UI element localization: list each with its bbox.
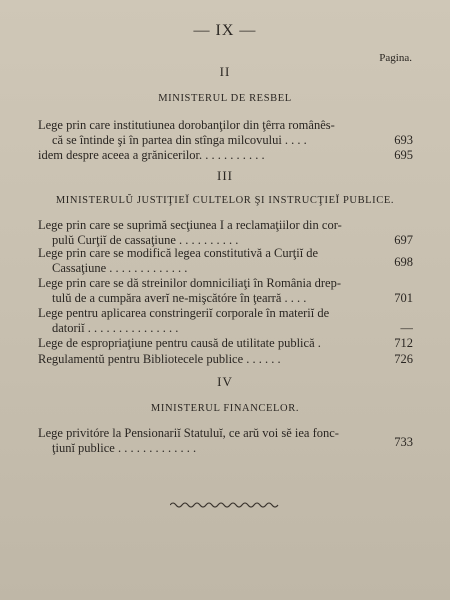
- page-number: —: [400, 321, 413, 335]
- entry-line: Lege pentru aplicarea constringeriĭ corporale în materiĭ de: [38, 306, 330, 320]
- entry-text: Cassaţiune . . . . . . . . . . . . .: [52, 261, 188, 275]
- entry-text: datoriĭ . . . . . . . . . . . . . . .: [52, 321, 179, 335]
- entry-text: ţiunĭ publice . . . . . . . . . . . . .: [52, 441, 197, 455]
- page-header-number: — IX —: [193, 22, 257, 39]
- wavy-ornament: [170, 500, 280, 510]
- section-number: II: [219, 64, 231, 79]
- page-number: 701: [394, 291, 413, 305]
- page-number: 733: [394, 435, 413, 449]
- section-number: III: [217, 168, 233, 183]
- toc-entry: [38, 218, 413, 248]
- entry-line: [38, 291, 413, 306]
- page-number: 695: [394, 148, 413, 162]
- entry-line: Lege prin care se dă streinilor domniciliaţi în România drep-: [38, 276, 342, 290]
- toc-entry: [38, 352, 413, 367]
- entry-line: [38, 148, 413, 163]
- section-title: MINISTERUL DE RESBEL: [158, 93, 292, 104]
- entry-text: tulŭ de a cumpăra averĭ ne-mişcătóre în ţearră . . . .: [52, 291, 307, 305]
- pagina-column-label: Pagina.: [379, 52, 412, 64]
- page-number: 712: [394, 336, 413, 350]
- page-number: 698: [394, 255, 413, 269]
- entry-line: Lege prin care se suprimă secţiunea I a reclamaţiilor din cor-: [38, 218, 342, 232]
- entry-line: [38, 336, 413, 351]
- section-number: IV: [217, 374, 233, 389]
- entry-text: Regulamentŭ pentru Bibliotecele publice . . . . . .: [38, 352, 281, 366]
- entry-text: că se întinde şi în partea din stînga milcovului . . . .: [52, 133, 307, 147]
- entry-text: Lege de espropriaţiune pentru causă de utilitate publică .: [38, 336, 321, 350]
- entry-line: [38, 261, 413, 276]
- entry-text: pulŭ Curţiĭ de cassaţiune . . . . . . . . . .: [52, 233, 239, 247]
- entry-line: [38, 321, 413, 336]
- section-title: MINISTERUL FINANCELOR.: [150, 403, 300, 414]
- toc-entry: [38, 336, 413, 351]
- entry-line: Lege privitóre la Pensionariĭ Statuluĭ, ce arŭ voi sĕ iea fonc-: [38, 426, 339, 440]
- entry-line: [38, 441, 413, 456]
- page-number: 726: [394, 352, 413, 366]
- page-number: 693: [394, 133, 413, 147]
- entry-line: [38, 246, 413, 261]
- entry-text: idem despre aceea a grănicerilor. . . . . . . . . . .: [38, 148, 265, 162]
- toc-entry: [38, 306, 413, 336]
- toc-entry: [38, 148, 413, 163]
- toc-entry: [38, 426, 413, 456]
- toc-entry: [38, 246, 413, 276]
- page-number: 697: [394, 233, 413, 247]
- entry-line: [38, 133, 413, 148]
- section-title: MINISTERULŬ JUSTIŢIEĬ CULTELOR ŞI INSTRUCŢIEĬ PUBLICE.: [55, 195, 395, 206]
- toc-entry: [38, 276, 413, 306]
- entry-text: Lege prin care se modifică legea constitutivă a Curţiĭ de: [38, 246, 319, 260]
- entry-line: Lege prin care institutiunea dorobanţilor din ţêrra românês-: [38, 118, 335, 132]
- entry-line: [38, 352, 413, 367]
- toc-entry: [38, 118, 413, 148]
